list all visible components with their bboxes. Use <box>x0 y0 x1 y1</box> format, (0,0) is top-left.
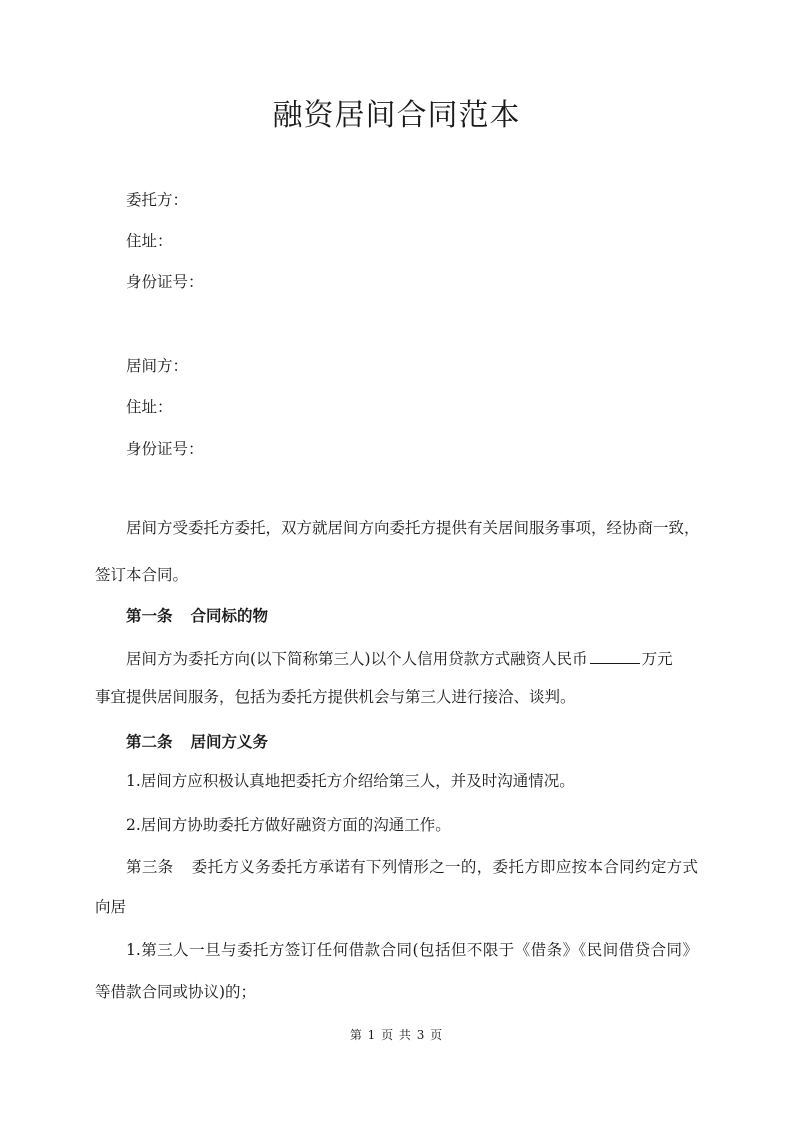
article-1-line-2: 事宜提供居间服务，包括为委托方提供机会与第三人进行接洽、谈判。 <box>95 688 576 706</box>
broker-address-label: 住址： <box>126 398 173 416</box>
article-1-heading <box>126 605 268 627</box>
page-footer: 第 1 页 共 3 页 <box>349 1028 444 1042</box>
article-1-text-before-blank: 居间方为委托方向(以下简称第三人)以个人信用贷款方式融资人民币 <box>126 650 588 668</box>
article-2-number: 第二条 <box>126 732 173 751</box>
article-3-line-2: 向居 <box>95 898 127 916</box>
article-3-text: 委托方义务委托方承诺有下列情形之一的，委托方即应按本合同约定方式 <box>191 858 698 876</box>
article-2-item-2: 2.居间方协助委托方做好融资方面的沟通工作。 <box>126 816 451 834</box>
article-3-line-1 <box>126 856 698 878</box>
article-1-title: 合同标的物 <box>190 606 269 625</box>
article-3-number: 第三条 <box>126 858 174 876</box>
article-3-item-1-line-1: 1.第三人一旦与委托方签订任何借款合同(包括但不限于《借条》《民间借贷合同》 <box>126 941 698 959</box>
intro-paragraph-line-1: 居间方受委托方委托，双方就居间方向委托方提供有关居间服务事项，经协商一致， <box>126 519 700 537</box>
article-2-item-1: 1.居间方应积极认真地把委托方介绍给第三人，并及时沟通情况。 <box>126 772 575 790</box>
intro-paragraph-line-2: 签订本合同。 <box>95 566 189 584</box>
article-1-text-after-blank: 万元 <box>641 650 673 668</box>
document-title: 融资居间合同范本 <box>272 98 521 133</box>
amount-blank <box>590 648 640 664</box>
client-id-label: 身份证号： <box>126 273 204 291</box>
client-address-label: 住址： <box>126 232 173 250</box>
client-label: 委托方： <box>126 191 189 209</box>
article-3-item-1-line-2: 等借款合同或协议)的； <box>95 983 257 1001</box>
article-1-line-1 <box>126 648 673 670</box>
broker-id-label: 身份证号： <box>126 440 204 458</box>
article-2-title: 居间方义务 <box>190 732 269 751</box>
broker-label: 居间方： <box>126 357 189 375</box>
article-2-heading <box>126 731 268 753</box>
article-1-number: 第一条 <box>126 606 173 625</box>
